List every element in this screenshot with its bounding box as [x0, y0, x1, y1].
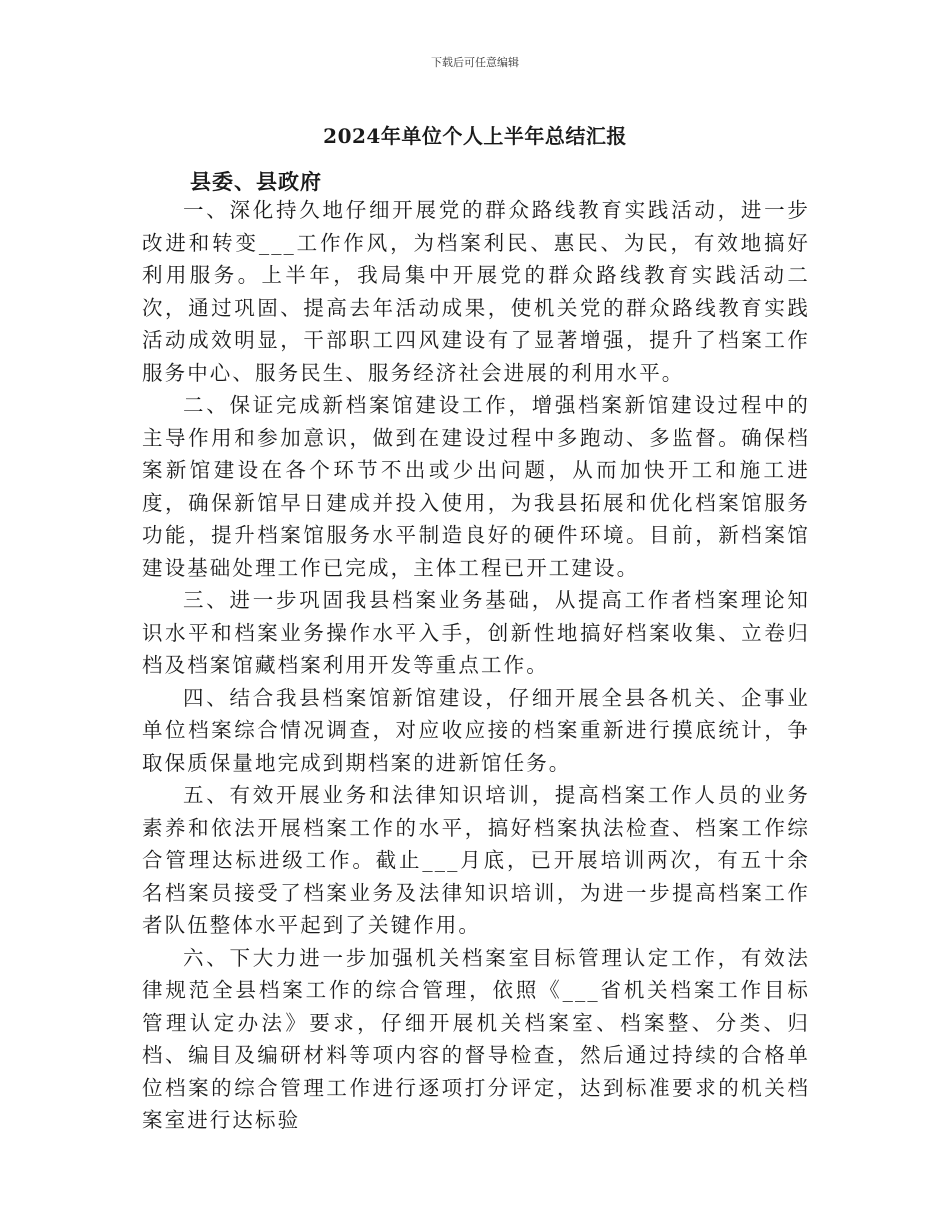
- page-header-note: 下载后可任意编辑: [431, 56, 519, 69]
- paragraph-5: 五、有效开展业务和法律知识培训，提高档案工作人员的业务素养和依法开展档案工作的水平，搞好档案执法检查、档案工作综合管理达标进级工作。截止___月底，已开展培训两次，有五十余名档案员接受了档案业务及法律知识培训，为进一步提高档案工作者队伍整体水平起到了关键作用。: [142, 783, 810, 937]
- paragraph-2: 二、保证完成新档案馆建设工作，增强档案新馆建设过程中的主导作用和参加意识，做到在建设过程中多跑动、多监督。确保档案新馆建设在各个环节不出或少出问题，从而加快开工和施工进度，确保新馆早日建成并投入使用，为我县拓展和优化档案馆服务功能，提升档案馆服务水平制造良好的硬件环境。目前，新档案馆建设基础处理工作已完成，主体工程已开工建设。: [142, 393, 810, 580]
- document-body: [142, 194, 810, 1137]
- document-recipient: 县委、县政府: [190, 169, 322, 194]
- paragraph-4: 四、结合我县档案馆新馆建设，仔细开展全县各机关、企事业单位档案综合情况调查，对应收应接的档案重新进行摸底统计，争取保质保量地完成到期档案的进新馆任务。: [142, 685, 810, 775]
- document-title: 2024年单位个人上半年总结汇报: [323, 124, 627, 148]
- paragraph-6: 六、下大力进一步加强机关档案室目标管理认定工作，有效法律规范全县档案工作的综合管理，依照《___省机关档案工作目标管理认定办法》要求，仔细开展机关档案室、档案整、分类、归档、编目及编研材料等项内容的督导检查，然后通过持续的合格单位档案的综合管理工作进行逐项打分评定，达到标准要求的机关档案室进行达标验: [142, 945, 810, 1132]
- paragraph-3: 三、进一步巩固我县档案业务基础，从提高工作者档案理论知识水平和档案业务操作水平入手，创新性地搞好档案收集、立卷归档及档案馆藏档案利用开发等重点工作。: [142, 588, 810, 677]
- paragraph-1: 一、深化持久地仔细开展党的群众路线教育实践活动，进一步改进和转变___工作作风，为档案利民、惠民、为民，有效地搞好利用服务。上半年，我局集中开展党的群众路线教育实践活动二次，通过巩固、提高去年活动成果，使机关党的群众路线教育实践活动成效明显，干部职工四风建设有了显著增强，提升了档案工作服务中心、服务民生、服务经济社会进展的利用水平。: [142, 198, 810, 385]
